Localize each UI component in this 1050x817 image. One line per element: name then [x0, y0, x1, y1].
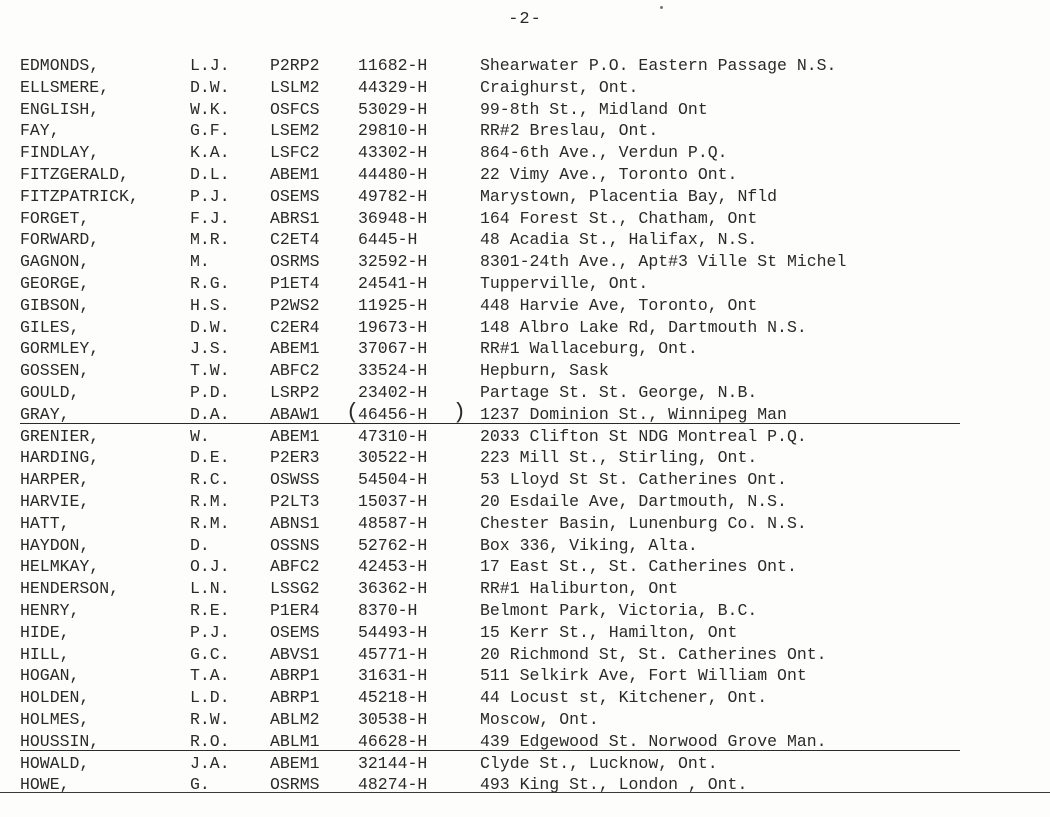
roster-row: [20, 513, 1030, 535]
rank-code: C2ET4: [270, 230, 320, 250]
surname: ELLSMERE,: [20, 77, 110, 97]
surname: HATT,: [20, 513, 70, 533]
roster-row: [20, 578, 1030, 600]
rank-code: ABLM2: [270, 709, 320, 729]
service-number: 24541-H: [358, 273, 428, 293]
rank-code: ABRS1: [270, 208, 320, 228]
surname: GEORGE,: [20, 273, 90, 293]
surname: HENRY,: [20, 600, 80, 620]
address: Belmont Park, Victoria, B.C.: [480, 600, 758, 620]
surname: HIDE,: [20, 622, 70, 642]
initials: D.E.: [190, 448, 230, 468]
initials: H.S.: [190, 295, 230, 315]
roster-row: [20, 687, 1030, 709]
initials: D.L.: [190, 164, 230, 184]
surname: GIBSON,: [20, 295, 90, 315]
initials: F.J.: [190, 208, 230, 228]
roster-row: [20, 55, 1030, 77]
service-number: 8370-H: [358, 600, 418, 620]
rank-code: LSRP2: [270, 382, 320, 402]
surname: HELMKAY,: [20, 557, 100, 577]
initials: R.M.: [190, 491, 230, 511]
rank-code: LSFC2: [270, 143, 320, 163]
surname: ENGLISH,: [20, 99, 100, 119]
roster-row: [20, 99, 1030, 121]
address: 15 Kerr St., Hamilton, Ont: [480, 622, 738, 642]
initials: R.G.: [190, 273, 230, 293]
personnel-roster: [20, 55, 1030, 796]
rank-code: LSSG2: [270, 579, 320, 599]
initials: T.W.: [190, 361, 230, 381]
initials: J.S.: [190, 339, 230, 359]
roster-row: [20, 120, 1030, 142]
initials: G.C.: [190, 644, 230, 664]
surname: GILES,: [20, 317, 80, 337]
surname: FAY,: [20, 121, 60, 141]
address: 53 Lloyd St St. Catherines Ont.: [480, 470, 787, 490]
address: 864-6th Ave., Verdun P.Q.: [480, 143, 728, 163]
roster-row: [20, 77, 1030, 99]
roster-row: [20, 622, 1030, 644]
address: Clyde St., Lucknow, Ont.: [480, 753, 718, 773]
service-number: 45218-H: [358, 688, 428, 708]
service-number: 6445-H: [358, 230, 418, 250]
rank-code: OSEMS: [270, 186, 320, 206]
rank-code: OSFCS: [270, 99, 320, 119]
rank-code: LSEM2: [270, 121, 320, 141]
surname: GOULD,: [20, 382, 80, 402]
rank-code: P1ET4: [270, 273, 320, 293]
service-number: 30522-H: [358, 448, 428, 468]
rank-code: ABRP1: [270, 688, 320, 708]
surname: HOLMES,: [20, 709, 90, 729]
address: RR#2 Breslau, Ont.: [480, 121, 659, 141]
service-number: 37067-H: [358, 339, 428, 359]
roster-row: [20, 229, 1030, 251]
initials: P.J.: [190, 186, 230, 206]
initials: O.J.: [190, 557, 230, 577]
rank-code: ABLM1: [270, 731, 320, 751]
rank-code: ABNS1: [270, 513, 320, 533]
roster-row: [20, 186, 1030, 208]
address: Moscow, Ont.: [480, 709, 599, 729]
rank-code: ABFC2: [270, 557, 320, 577]
service-number: 48587-H: [358, 513, 428, 533]
service-number: 54504-H: [358, 470, 428, 490]
service-number: 52762-H: [358, 535, 428, 555]
service-number: ( 46456-H ): [358, 404, 468, 426]
service-number: 32144-H: [358, 753, 428, 773]
roster-row: [20, 164, 1030, 186]
rank-code: P2ER3: [270, 448, 320, 468]
rank-code: P1ER4: [270, 600, 320, 620]
rank-code: P2WS2: [270, 295, 320, 315]
address: 99-8th St., Midland Ont: [480, 99, 708, 119]
service-number: 45771-H: [358, 644, 428, 664]
service-number: 44329-H: [358, 77, 428, 97]
address: 511 Selkirk Ave, Fort William Ont: [480, 666, 807, 686]
service-number: 36362-H: [358, 579, 428, 599]
surname: EDMONDS,: [20, 56, 100, 75]
surname: HARVIE,: [20, 491, 90, 511]
roster-row: [20, 447, 1030, 469]
address: Chester Basin, Lunenburg Co. N.S.: [480, 513, 807, 533]
initials: D.A.: [190, 404, 230, 424]
rank-code: OSSNS: [270, 535, 320, 555]
service-number: 48274-H: [358, 775, 428, 795]
address: 148 Albro Lake Rd, Dartmouth N.S.: [480, 317, 807, 337]
address: RR#1 Haliburton, Ont: [480, 579, 679, 599]
service-number: 31631-H: [358, 666, 428, 686]
address: 20 Esdaile Ave, Dartmouth, N.S.: [480, 491, 787, 511]
surname: HOGAN,: [20, 666, 80, 686]
initials: G.F.: [190, 121, 230, 141]
initials: T.A.: [190, 666, 230, 686]
initials: W.: [190, 426, 210, 446]
address: Partage St. St. George, N.B.: [480, 382, 758, 402]
address: Box 336, Viking, Alta.: [480, 535, 698, 555]
roster-row: [20, 208, 1030, 230]
surname: GAGNON,: [20, 252, 90, 272]
address: 223 Mill St., Stirling, Ont.: [480, 448, 758, 468]
initials: D.: [190, 535, 210, 555]
roster-row: [20, 273, 1030, 295]
rank-code: ABEM1: [270, 426, 320, 446]
rank-code: ABAW1: [270, 404, 320, 424]
address: 493 King St., London , Ont.: [480, 775, 748, 795]
initials: K.A.: [190, 143, 230, 163]
initials: R.W.: [190, 709, 230, 729]
address: 8301-24th Ave., Apt#3 Ville St Michel: [480, 252, 847, 272]
address: Craighurst, Ont.: [480, 77, 639, 97]
service-number: 46628-H: [358, 731, 428, 751]
service-number: 33524-H: [358, 361, 428, 381]
address: 164 Forest St., Chatham, Ont: [480, 208, 758, 228]
roster-row: [20, 665, 1030, 687]
roster-row: [20, 709, 1030, 731]
surname: HOUSSIN,: [20, 731, 100, 751]
rank-code: OSRMS: [270, 775, 320, 795]
roster-row: [20, 753, 1030, 775]
service-number: 32592-H: [358, 252, 428, 272]
surname: HARPER,: [20, 470, 90, 490]
address: RR#1 Wallaceburg, Ont.: [480, 339, 698, 359]
roster-row: [20, 556, 1030, 578]
initials: L.D.: [190, 688, 230, 708]
page-number: -2-: [508, 10, 542, 29]
roster-row: [20, 731, 1030, 753]
initials: L.J.: [190, 56, 230, 75]
roster-row: [20, 404, 1030, 426]
initials: R.M.: [190, 513, 230, 533]
address: 439 Edgewood St. Norwood Grove Man.: [480, 731, 827, 751]
surname: HOWALD,: [20, 753, 90, 773]
surname: GRENIER,: [20, 426, 100, 446]
rank-code: ABFC2: [270, 361, 320, 381]
roster-row: [20, 600, 1030, 622]
initials: L.N.: [190, 579, 230, 599]
address: Shearwater P.O. Eastern Passage N.S.: [480, 56, 837, 75]
roster-row: [20, 295, 1030, 317]
service-number: 11925-H: [358, 295, 428, 315]
initials: G.: [190, 775, 210, 795]
surname: HAYDON,: [20, 535, 90, 555]
surname: HILL,: [20, 644, 70, 664]
service-number: 23402-H: [358, 382, 428, 402]
bottom-rule: [0, 792, 1050, 793]
rank-code: ABVS1: [270, 644, 320, 664]
service-number: 54493-H: [358, 622, 428, 642]
initials: J.A.: [190, 753, 230, 773]
rank-code: ABEM1: [270, 339, 320, 359]
rank-code: OSRMS: [270, 252, 320, 272]
service-number: 49782-H: [358, 186, 428, 206]
surname: HOLDEN,: [20, 688, 90, 708]
service-number: 11682-H: [358, 56, 428, 75]
address: 448 Harvie Ave, Toronto, Ont: [480, 295, 758, 315]
address: Marystown, Placentia Bay, Nfld: [480, 186, 778, 206]
service-number: 42453-H: [358, 557, 428, 577]
surname: FORGET,: [20, 208, 90, 228]
initials: W.K.: [190, 99, 230, 119]
roster-row: [20, 382, 1030, 404]
surname: HOWE,: [20, 775, 70, 795]
roster-row: [20, 469, 1030, 491]
service-number: 53029-H: [358, 99, 428, 119]
rank-code: ABRP1: [270, 666, 320, 686]
initials: P.J.: [190, 622, 230, 642]
service-number: 30538-H: [358, 709, 428, 729]
roster-row: [20, 251, 1030, 273]
initials: M.R.: [190, 230, 230, 250]
roster-row: [20, 535, 1030, 557]
service-number: 29810-H: [358, 121, 428, 141]
rank-code: LSLM2: [270, 77, 320, 97]
initials: R.O.: [190, 731, 230, 751]
initials: M.: [190, 252, 210, 272]
roster-row: [20, 317, 1030, 339]
service-number: 19673-H: [358, 317, 428, 337]
surname: FITZGERALD,: [20, 164, 129, 184]
service-number: 36948-H: [358, 208, 428, 228]
initials: P.D.: [190, 382, 230, 402]
roster-row: [20, 338, 1030, 360]
surname: FORWARD,: [20, 230, 100, 250]
rank-code: OSEMS: [270, 622, 320, 642]
surname: HENDERSON,: [20, 579, 120, 599]
service-number: 43302-H: [358, 143, 428, 163]
service-number: 15037-H: [358, 491, 428, 511]
address: 17 East St., St. Catherines Ont.: [480, 557, 797, 577]
address: 2033 Clifton St NDG Montreal P.Q.: [480, 426, 807, 446]
surname: HARDING,: [20, 448, 100, 468]
initials: D.W.: [190, 77, 230, 97]
rank-code: OSWSS: [270, 470, 320, 490]
address: 1237 Dominion St., Winnipeg Man: [480, 404, 787, 424]
ink-speck: [660, 6, 663, 9]
roster-row: [20, 142, 1030, 164]
roster-row: [20, 360, 1030, 382]
surname: FINDLAY,: [20, 143, 100, 163]
roster-row: [20, 491, 1030, 513]
rank-code: P2RP2: [270, 56, 320, 75]
roster-row: [20, 426, 1030, 448]
surname: GORMLEY,: [20, 339, 100, 359]
rank-code: ABEM1: [270, 164, 320, 184]
surname: GOSSEN,: [20, 361, 90, 381]
address: 22 Vimy Ave., Toronto Ont.: [480, 164, 738, 184]
service-number: 44480-H: [358, 164, 428, 184]
initials: R.E.: [190, 600, 230, 620]
initials: R.C.: [190, 470, 230, 490]
rank-code: ABEM1: [270, 753, 320, 773]
rank-code: C2ER4: [270, 317, 320, 337]
rank-code: P2LT3: [270, 491, 320, 511]
initials: D.W.: [190, 317, 230, 337]
service-number: 47310-H: [358, 426, 428, 446]
surname: FITZPATRICK,: [20, 186, 139, 206]
address: 20 Richmond St, St. Catherines Ont.: [480, 644, 827, 664]
surname: GRAY,: [20, 404, 70, 424]
roster-row: [20, 644, 1030, 666]
address: Tupperville, Ont.: [480, 273, 649, 293]
address: 48 Acadia St., Halifax, N.S.: [480, 230, 758, 250]
address: Hepburn, Sask: [480, 361, 609, 381]
address: 44 Locust st, Kitchener, Ont.: [480, 688, 768, 708]
